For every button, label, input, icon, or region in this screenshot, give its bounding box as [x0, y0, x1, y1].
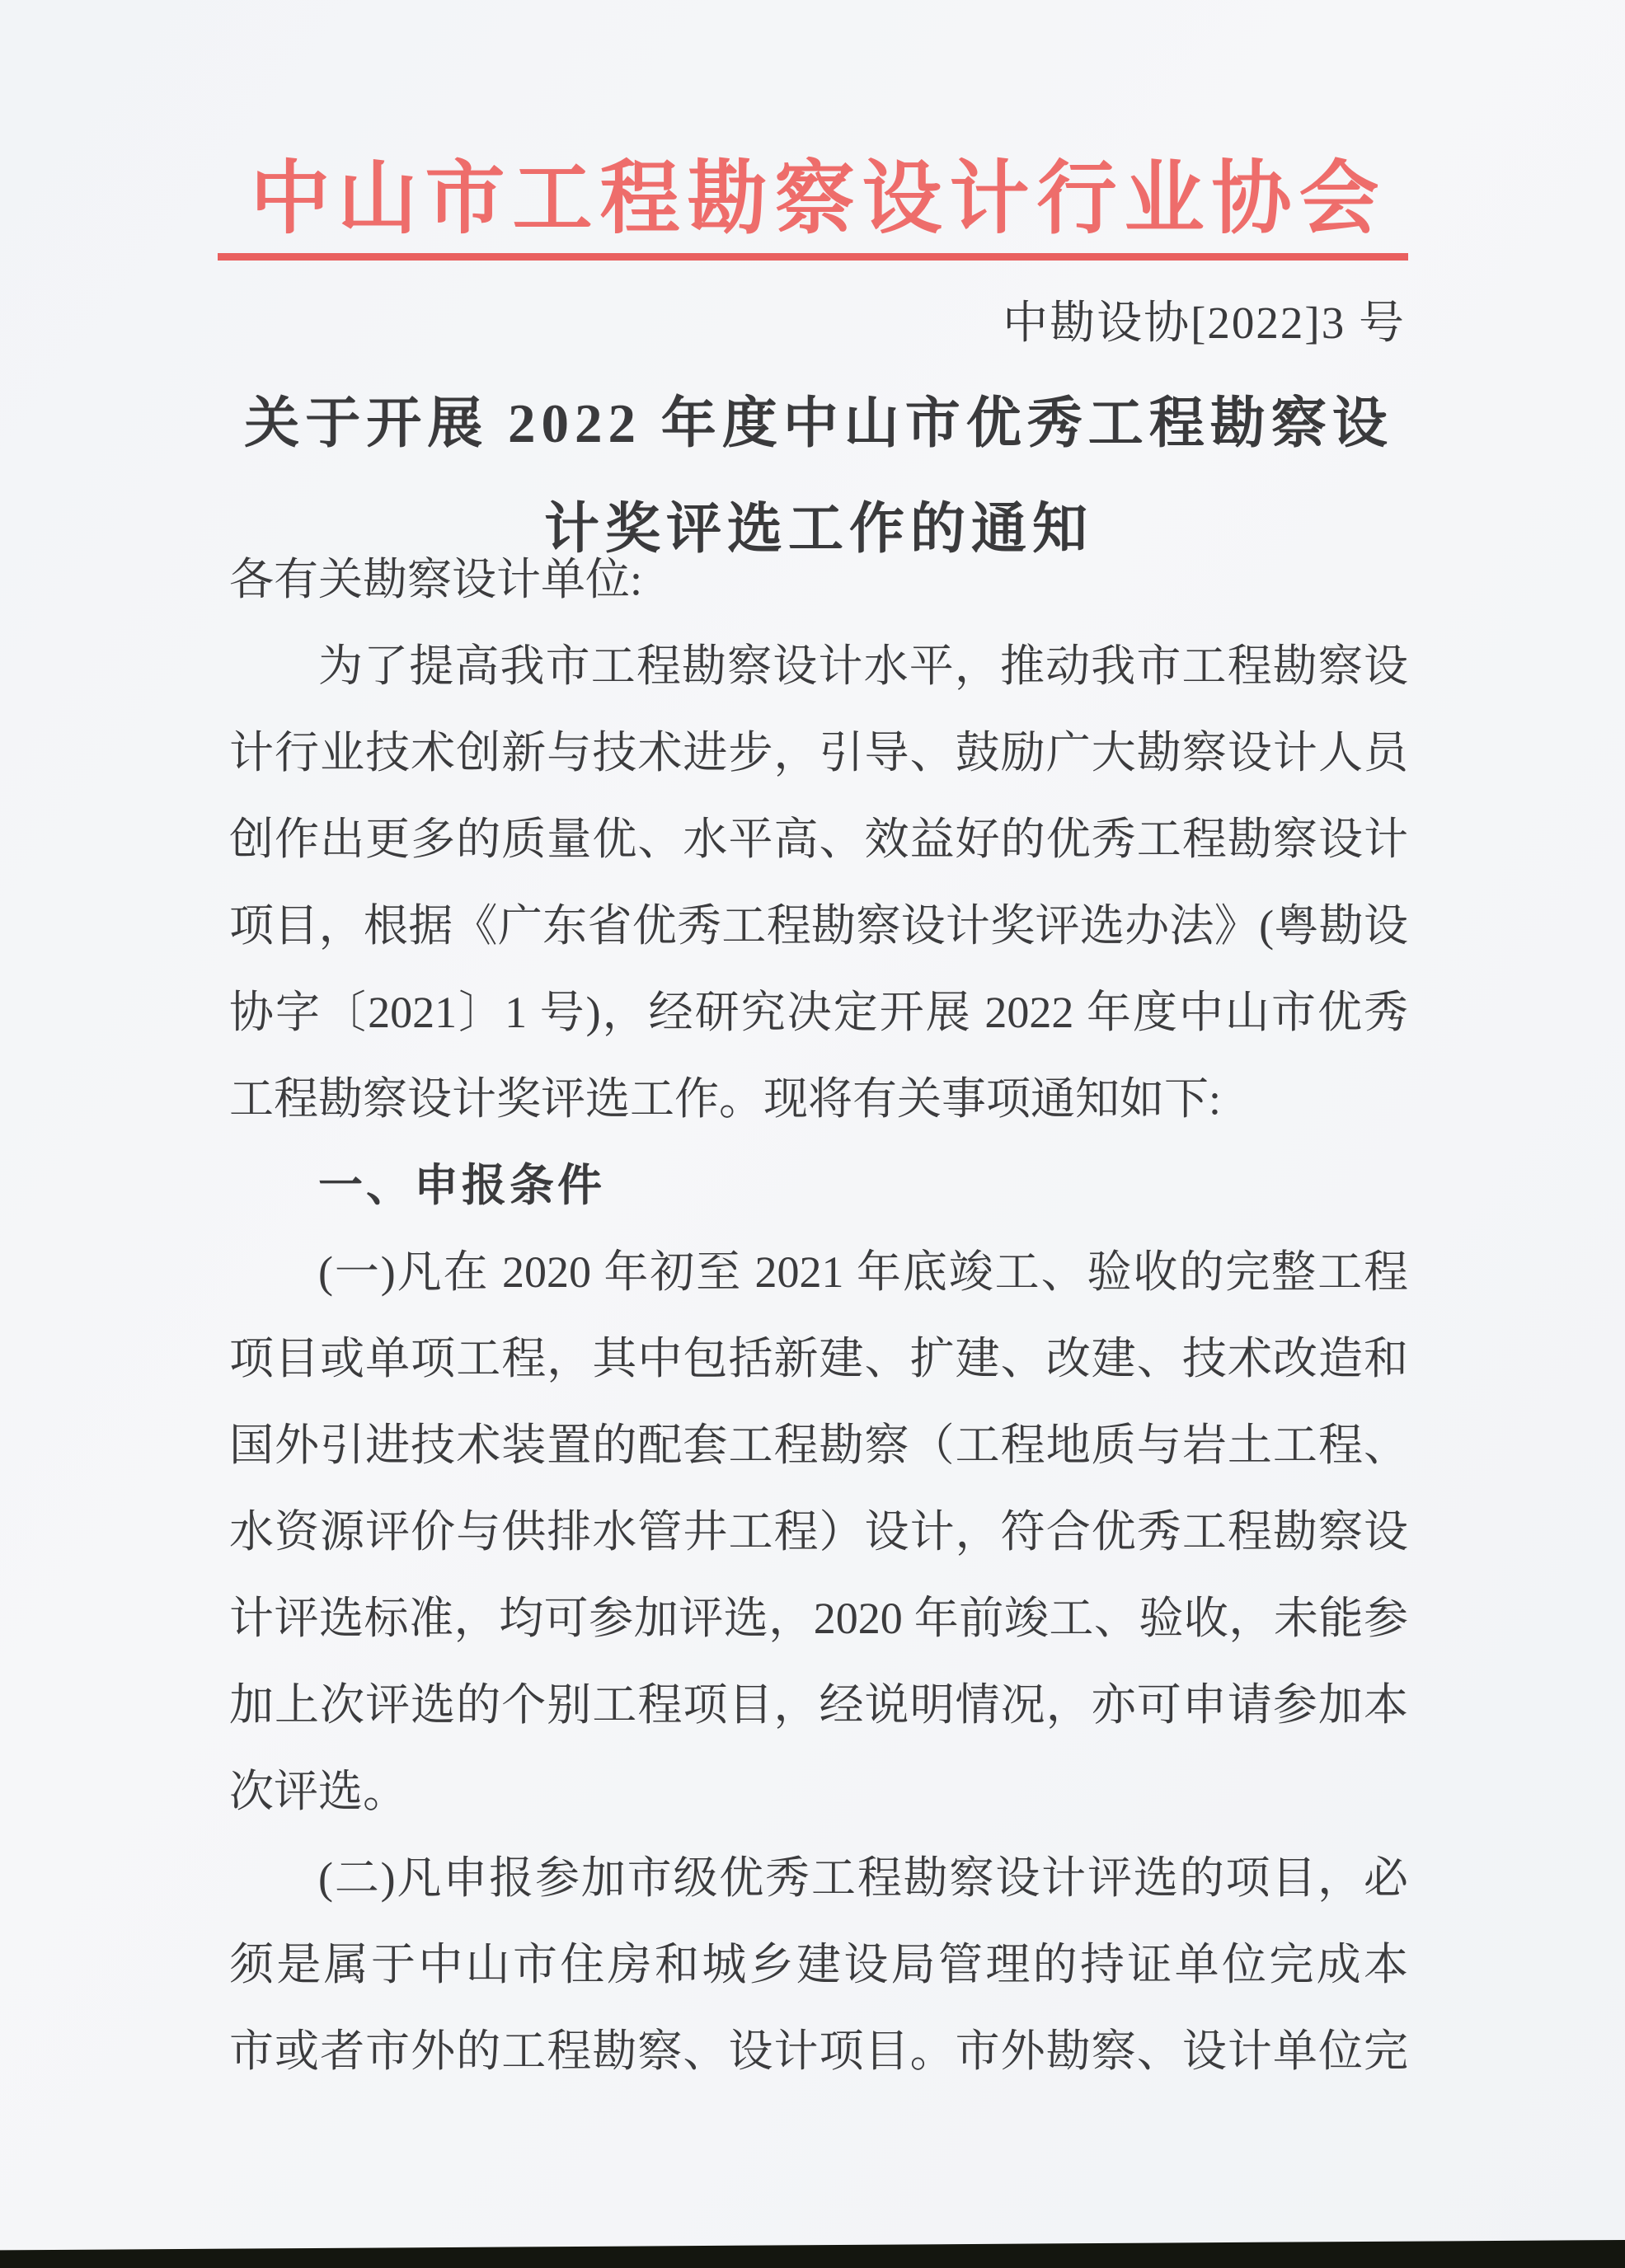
scan-edge-bar: [0, 2235, 1625, 2268]
body-line: 次评选。: [229, 1767, 407, 1816]
body-line: 加上次评选的个别工程项目，经说明情况，亦可申请参加本: [229, 1680, 1408, 1730]
body-line: 协字〔2021〕1 号)，经研究决定开展 2022 年度中山市优秀: [229, 988, 1408, 1037]
body-line: 各有关勘察设计单位:: [229, 555, 643, 604]
body-line: 创作出更多的质量优、水平高、效益好的优秀工程勘察设计: [229, 815, 1408, 864]
body-line: 为了提高我市工程勘察设计水平，推动我市工程勘察设: [318, 641, 1408, 691]
body-line: 须是属于中山市住房和城乡建设局管理的持证单位完成本: [229, 1940, 1408, 1989]
body-line: 市或者市外的工程勘察、设计项目。市外勘察、设计单位完: [229, 2026, 1408, 2076]
body-line: 国外引进技术装置的配套工程勘察（工程地质与岩土工程、: [229, 1420, 1408, 1470]
body-line: 一、申报条件: [318, 1161, 605, 1210]
body-line: 计评选标准，均可参加评选，2020 年前竣工、验收，未能参: [229, 1594, 1408, 1643]
notice-title-line-1: 关于开展 2022 年度中山市优秀工程勘察设: [244, 393, 1393, 454]
org-title: 中山市工程勘察设计行业协会: [218, 155, 1408, 261]
body-line: (二)凡申报参加市级优秀工程勘察设计评选的项目，必: [318, 1853, 1408, 1903]
letterhead: [0, 155, 1625, 261]
body-line: (一)凡在 2020 年初至 2021 年底竣工、验收的完整工程: [318, 1247, 1408, 1297]
notice-title-line-2: 计奖评选工作的通知: [544, 499, 1093, 560]
body-line: 水资源评价与供排水管井工程）设计，符合优秀工程勘察设: [229, 1507, 1408, 1557]
body-line: 工程勘察设计奖评选工作。现将有关事项通知如下:: [229, 1074, 1222, 1124]
body-text: [229, 537, 1408, 2095]
body-line: 项目或单项工程，其中包括新建、扩建、改建、技术改造和: [229, 1334, 1408, 1383]
doc-number: 中勘设协[2022]3 号: [1003, 298, 1406, 348]
body-line: 项目，根据《广东省优秀工程勘察设计奖评选办法》(粤勘设: [229, 901, 1408, 951]
body-line: 计行业技术创新与技术进步，引导、鼓励广大勘察设计人员: [229, 728, 1408, 777]
